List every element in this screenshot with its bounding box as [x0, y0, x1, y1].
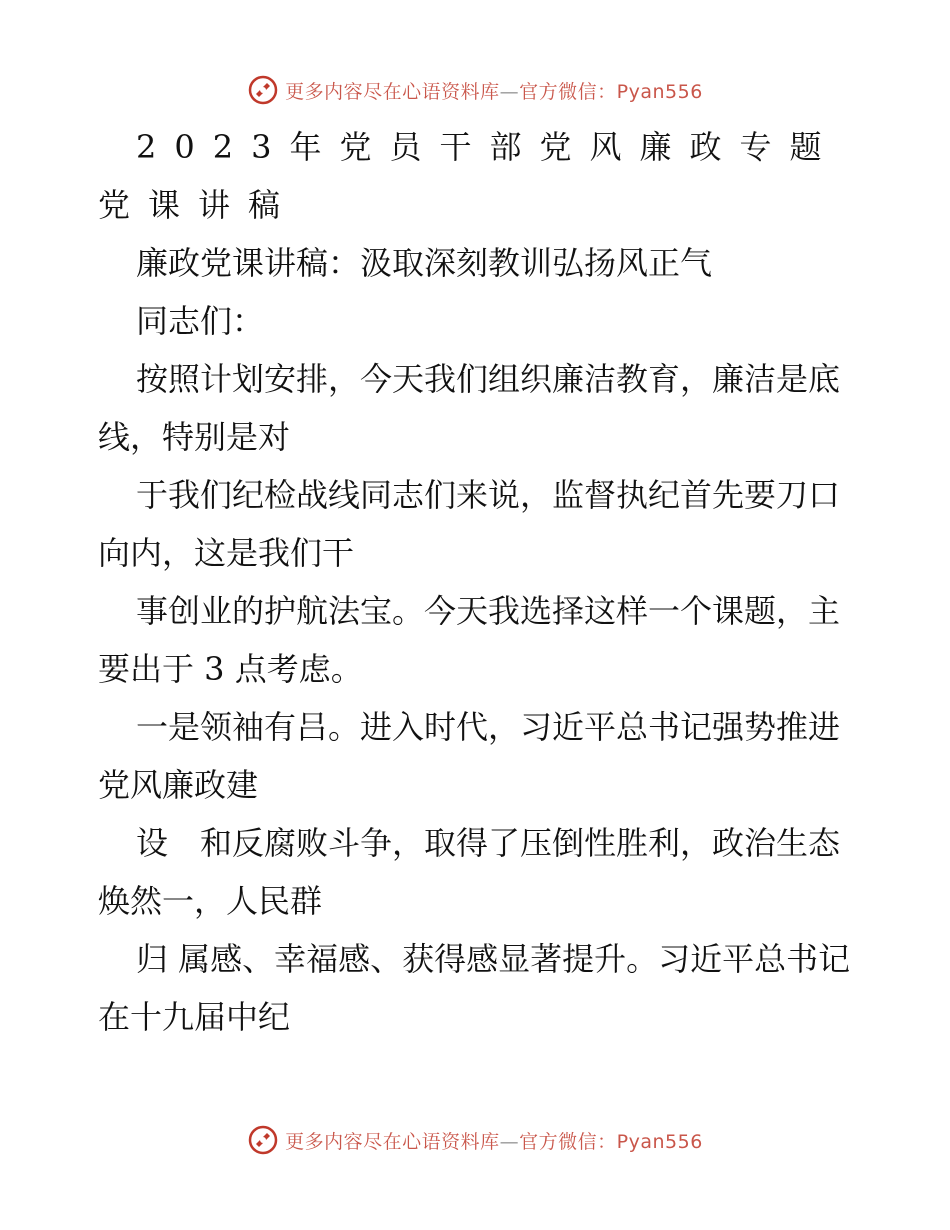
seal-logo-icon — [247, 74, 279, 106]
watermark-brand: 更多内容尽在心语资料库 — [285, 1130, 500, 1153]
document-title: 2023年党员干部党风廉政专题党课讲稿 — [98, 128, 840, 224]
watermark-separator: — — [499, 1130, 520, 1153]
watermark-group — [247, 74, 703, 106]
header-watermark — [0, 70, 950, 110]
paragraph: 于我们纪检战线同志们来说，监督执纪首先要刀口向内，这是我们干 — [98, 476, 841, 572]
watermark-brand: 更多内容尽在心语资料库 — [285, 80, 500, 103]
footer-watermark — [0, 1120, 950, 1160]
paragraph: 归 属感、幸福感、获得感显著提升。习近平总书记在十九届中纪 — [98, 940, 851, 1036]
paragraph: 一是领袖有吕。进入时代，习近平总书记强势推进党风廉政建 — [98, 708, 841, 804]
paragraph: 廉政党课讲稿：汲取深刻教训弘扬风正气 — [136, 244, 713, 282]
seal-logo-icon — [247, 1124, 279, 1156]
watermark-text — [285, 1127, 703, 1154]
paragraph: 按照计划安排，今天我们组织廉洁教育，廉洁是底线，特别是对 — [98, 360, 841, 456]
paragraph: 事创业的护航法宝。今天我选择这样一个课题，主要出于 3 点考虑。 — [98, 592, 841, 688]
document-body — [98, 118, 858, 1046]
watermark-group — [247, 1124, 703, 1156]
watermark-separator: — — [499, 80, 520, 103]
watermark-contact: 官方微信：Pyan556 — [519, 80, 703, 103]
paragraph: 同志们： — [136, 302, 265, 340]
watermark-contact: 官方微信：Pyan556 — [519, 1130, 703, 1153]
watermark-text — [285, 77, 703, 104]
paragraph: 设 和反腐败斗争，取得了压倒性胜利，政治生态焕然一，人民群 — [98, 824, 841, 920]
